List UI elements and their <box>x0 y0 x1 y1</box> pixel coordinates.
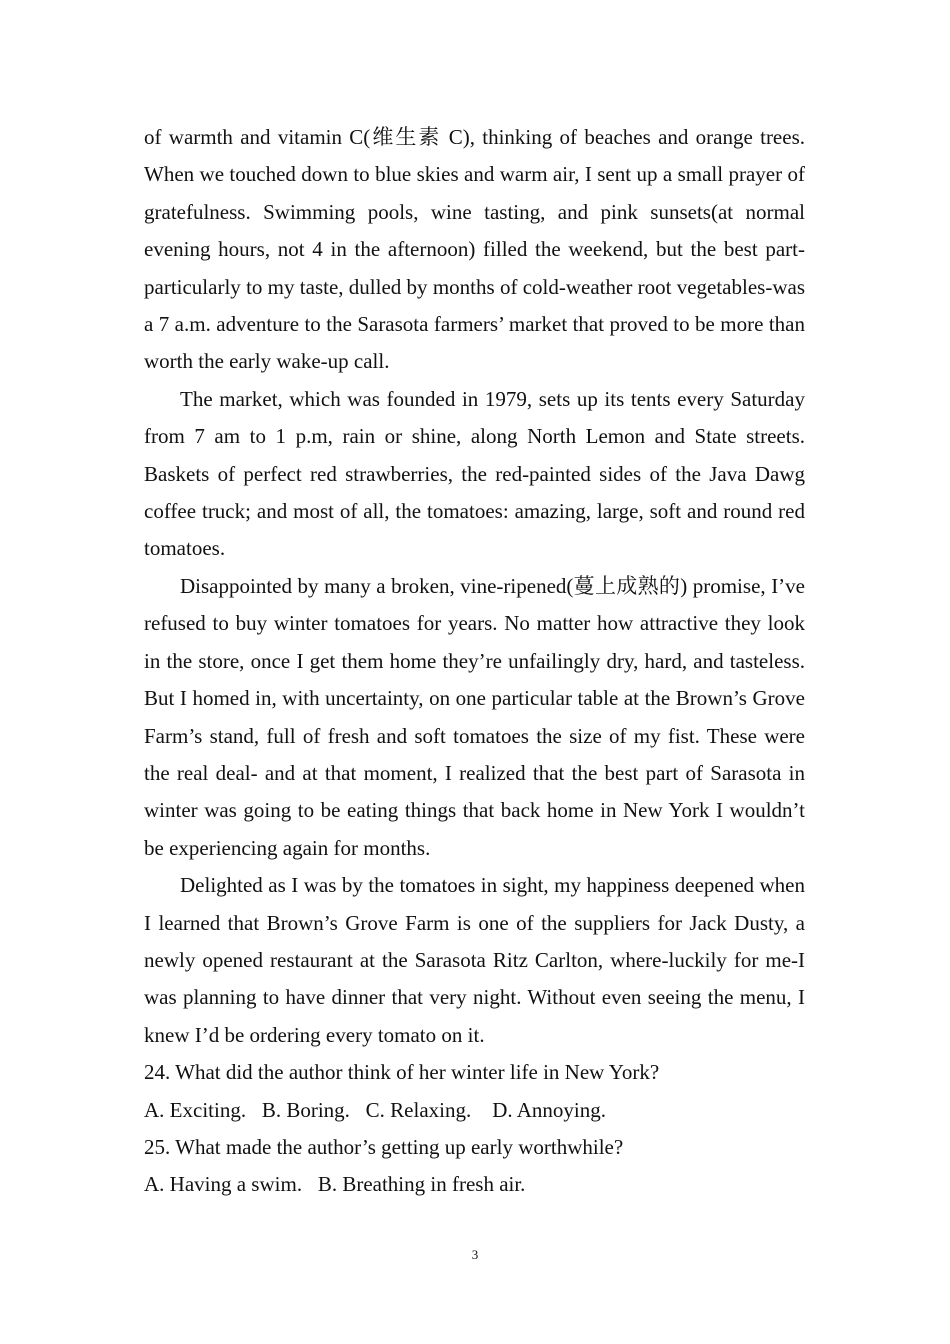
page-number: 3 <box>471 1247 479 1262</box>
passage-paragraph-3: Disappointed by many a broken, vine-ripened(蔓上成熟的) promise, I’ve refused to buy winter tomatoes for years. No matter how attractive they look in the store, once I get them home they’re unfailingly dry, hard, and tasteless. But I homed in, with uncertainty, on one particular table at the Brown’s Grove Farm’s stand, full of fresh and soft tomatoes the size of my fist. These were the real deal- and at that moment, I realized that the best part of Sarasota in winter was going to be eating things that back home in New York I wouldn’t be experiencing again for months. <box>144 573 805 860</box>
question-24-stem: 24. What did the author think of her winter life in New York? <box>144 1060 660 1085</box>
passage-paragraph-2: The market, which was founded in 1979, sets up its tents every Saturday from 7 am to 1 p.m, rain or shine, along North Lemon and State streets. Baskets of perfect red strawberries, the red-painted sides of the Java Dawg coffee truck; and most of all, the tomatoes: amazing, large, soft and round red tomatoes. <box>144 386 805 561</box>
question-25-options: A. Having a swim. B. Breathing in fresh air. <box>144 1172 526 1197</box>
passage-paragraph-1: of warmth and vitamin C(维生素 C), thinking of beaches and orange trees. When we touched down to blue skies and warm air, I sent up a small prayer of gratefulness. Swimming pools, wine tasting, and pink sunsets(at normal evening hours, not 4 in the afternoon) filled the weekend, but the best part-particularly to my taste, dulled by months of cold-weather root vegetables-was a 7 a.m. adventure to the Sarasota farmers’ market that proved to be more than worth the early wake-up call. <box>144 125 805 374</box>
question-24-options: A. Exciting. B. Boring. C. Relaxing. D. Annoying. <box>144 1097 606 1122</box>
question-25-stem: 25. What made the author’s getting up early worthwhile? <box>144 1134 624 1159</box>
question-list <box>144 1054 805 1204</box>
reading-passage <box>144 119 805 1054</box>
page-content <box>144 119 805 1204</box>
passage-paragraph-4: Delighted as I was by the tomatoes in sight, my happiness deepened when I learned that Brown’s Grove Farm is one of the suppliers for Jack Dusty, a newly opened restaurant at the Sarasota Ritz Carlton, where-luckily for me-I was planning to have dinner that very night. Without even seeing the menu, I knew I’d be ordering every tomato on it. <box>144 873 805 1047</box>
